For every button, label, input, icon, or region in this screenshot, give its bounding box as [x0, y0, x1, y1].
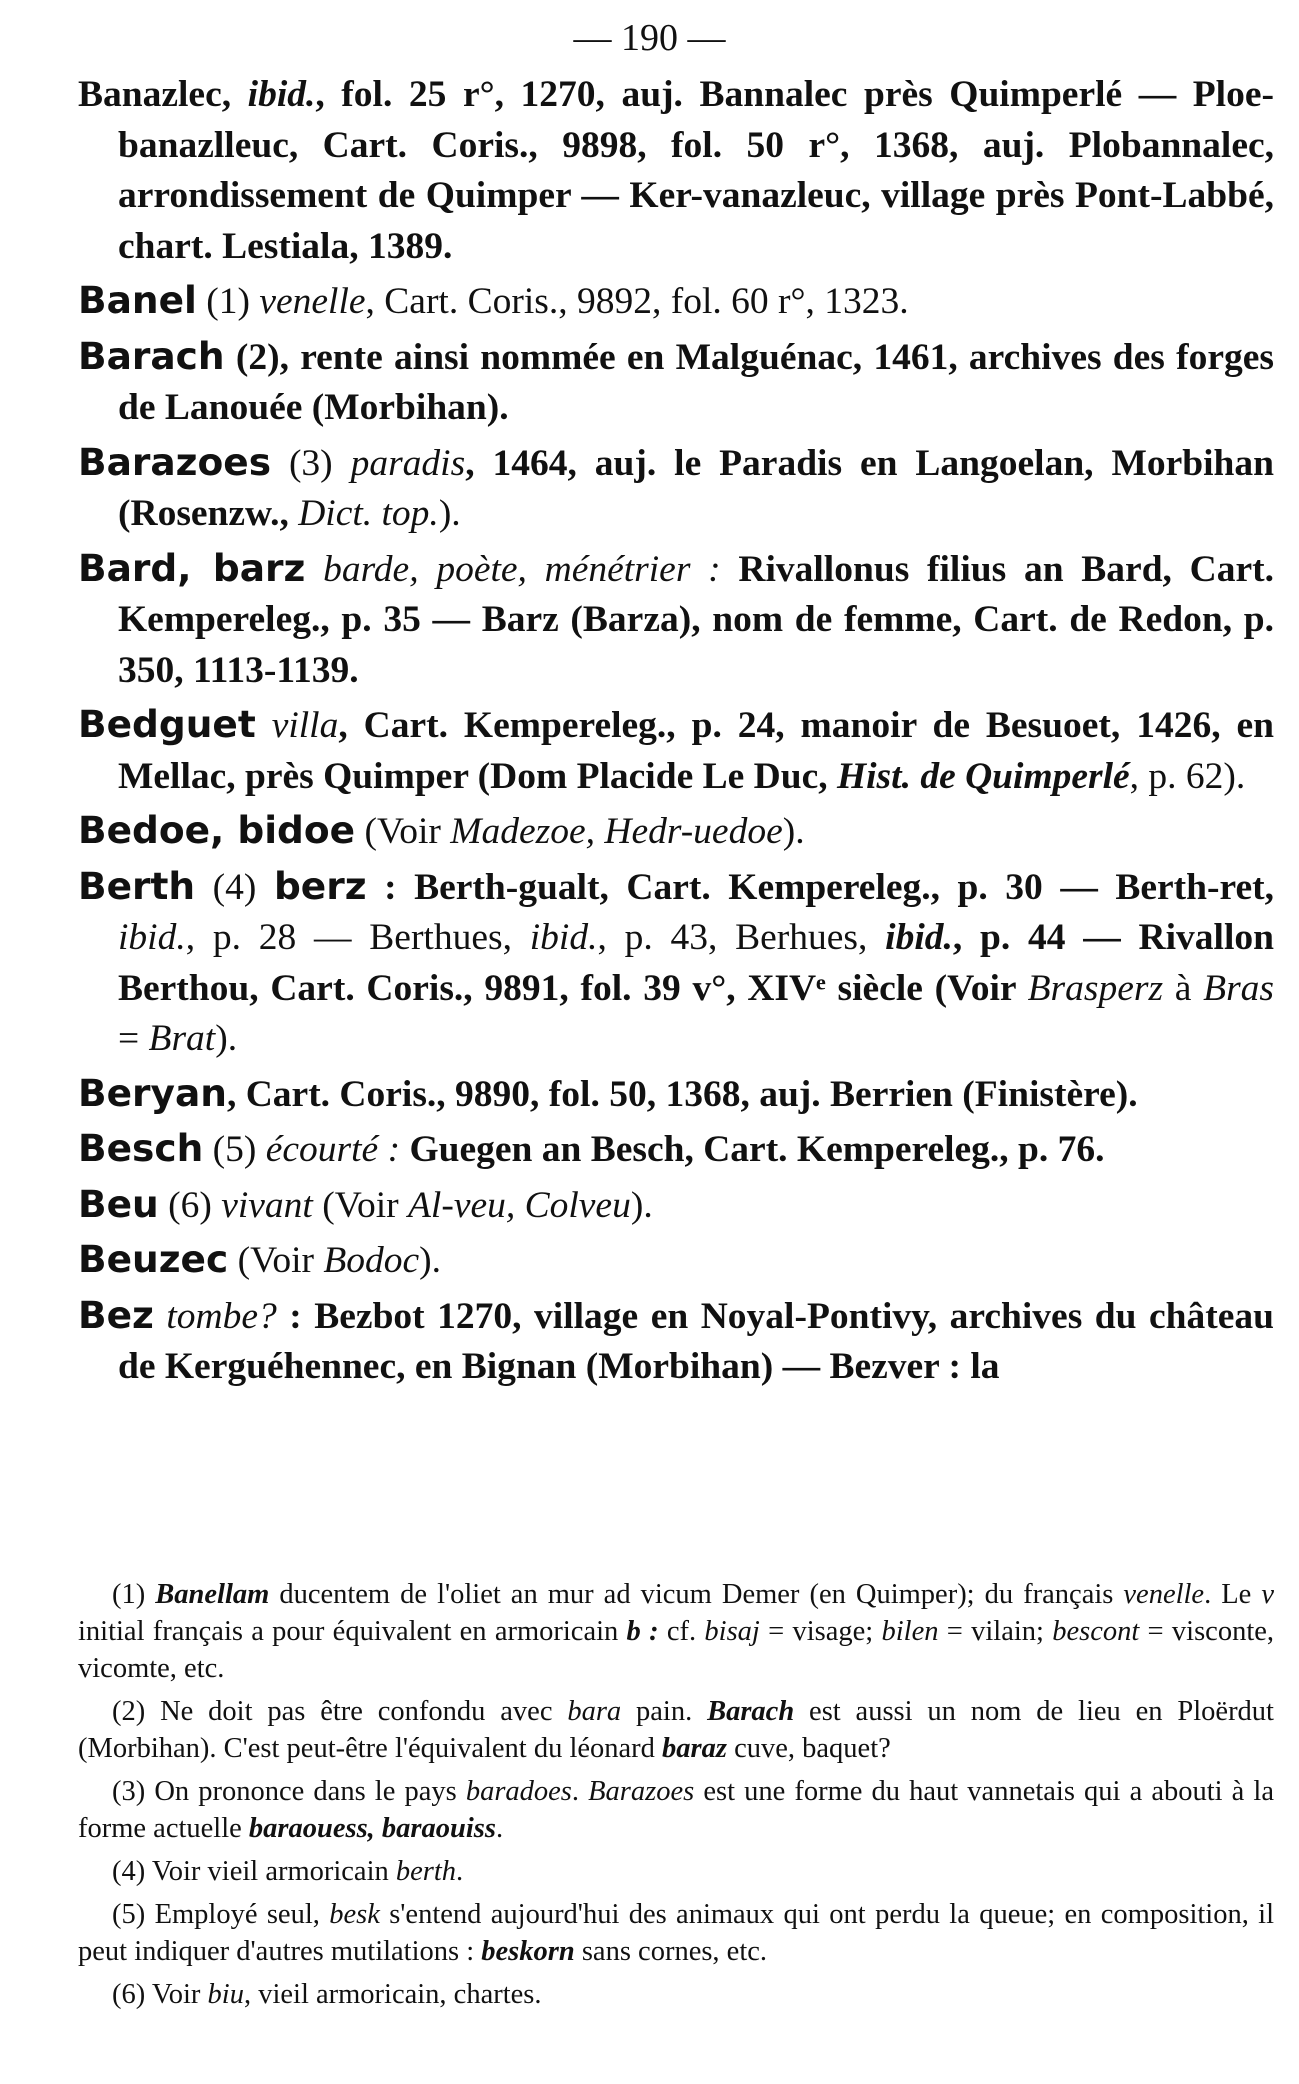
- text-segment: b :: [626, 1616, 659, 1647]
- headword: Berth: [78, 863, 196, 908]
- text-segment: pain.: [621, 1696, 708, 1727]
- text-segment: cuve, baquet?: [726, 1733, 891, 1764]
- text-segment: ibid.: [529, 917, 598, 958]
- text-segment: ibid.: [247, 74, 316, 115]
- text-segment: ducentem de l'oliet an mur ad vicum Demer (en Quimper); du français: [269, 1579, 1124, 1610]
- text-segment: Brasperz: [1027, 967, 1164, 1009]
- text-segment: ibid.: [118, 917, 186, 958]
- text-segment: ).: [215, 1018, 238, 1059]
- text-segment: , p. 44 — Rivallon Berthou, Cart. Coris., 9891, fol. 39 v°, XIVᵉ siècle (Voir: [118, 917, 1274, 1009]
- text-segment: bescont: [1052, 1616, 1140, 1647]
- text-segment: ).: [419, 1240, 442, 1281]
- text-segment: Rivallonus filius an Bard, Cart. Kempereleg., p. 35 — Barz (Barza), nom de femme, Cart. de Redon, p. 350, 1113-1139.: [118, 548, 1275, 691]
- headword: Bedoe, bidoe: [78, 808, 356, 852]
- text-segment: bisaj: [704, 1616, 760, 1647]
- text-segment: .: [456, 1856, 464, 1887]
- text-segment: venelle: [259, 281, 366, 322]
- headword: Bard, barz: [78, 545, 306, 590]
- text-segment: = visconte, vicomte, etc.: [78, 1616, 1275, 1684]
- headword: Beuzec: [78, 1237, 229, 1281]
- text-segment: initial français a pour équivalent en armoricain: [78, 1616, 627, 1647]
- headword: Bez: [78, 1292, 154, 1337]
- text-segment: paradis: [350, 442, 466, 484]
- headword: Beu: [78, 1181, 159, 1226]
- text-segment: .: [571, 1776, 589, 1807]
- text-segment: besk: [329, 1899, 380, 1930]
- text-segment: (Voir: [355, 811, 451, 852]
- text-segment: (3) On prononce dans le pays: [112, 1776, 466, 1807]
- text-segment: (1): [112, 1579, 156, 1610]
- text-segment: , vieil armoricain, chartes.: [243, 1979, 542, 2010]
- text-segment: , 1464, auj. le Paradis en Langoelan, Morbihan (Rosenzw.,: [118, 442, 1274, 534]
- headword: Beryan: [78, 1070, 227, 1115]
- text-segment: = vilain;: [938, 1616, 1053, 1647]
- footnote: [78, 1896, 1274, 1970]
- text-segment: Brat: [148, 1018, 216, 1059]
- text-segment: ).: [438, 493, 461, 534]
- text-segment: tombe?: [166, 1295, 277, 1337]
- dictionary-entry: [78, 861, 1274, 1065]
- text-segment: baraouess, baraouiss: [248, 1813, 496, 1844]
- text-segment: : Berth-gualt, Cart. Kempereleg., p. 30 — Berth-ret,: [366, 866, 1274, 908]
- text-segment: . Le: [1204, 1579, 1262, 1610]
- text-segment: villa: [271, 705, 339, 746]
- text-segment: , p. 62).: [1129, 755, 1246, 797]
- text-segment: à: [1163, 967, 1204, 1009]
- text-segment: beskorn: [481, 1936, 575, 1967]
- text-segment: Hist. de Quimperlé: [836, 755, 1130, 797]
- text-segment: (6) Voir: [112, 1979, 208, 2010]
- headword: berz: [273, 863, 367, 908]
- footnote: [78, 1773, 1274, 1847]
- text-segment: vivant: [221, 1184, 313, 1226]
- text-segment: : Bezbot 1270, village en Noyal-Pontivy, archives du château de Kerguéhennec, en Bignan (Morbihan) — Bezver : la: [118, 1295, 1275, 1387]
- text-segment: , p. 43, Berhues,: [597, 917, 886, 958]
- text-segment: Barach: [707, 1696, 795, 1727]
- text-segment: (5): [203, 1129, 266, 1170]
- text-segment: , Cart. Coris., 9890, fol. 50, 1368, auj. Berrien (Finistère).: [226, 1073, 1138, 1115]
- dictionary-entry: [78, 699, 1274, 802]
- headword: Banel: [78, 278, 197, 322]
- dictionary-entry: [78, 805, 1274, 858]
- dictionary-entry: [78, 331, 1274, 434]
- dictionary-entry: [78, 70, 1274, 272]
- footnote: [78, 1693, 1274, 1767]
- text-segment: Madezoe, Hedr-uedoe: [450, 811, 783, 852]
- dictionary-entry: [78, 1290, 1274, 1393]
- text-segment: Bodoc: [323, 1240, 420, 1281]
- text-segment: , Cart. Kempereleg., p. 24, manoir de Besuoet, 1426, en Mellac, près Quimper (Dom Placide Le Duc,: [118, 705, 1275, 797]
- text-segment: Guegen an Besch, Cart. Kempereleg., p. 76.: [400, 1129, 1105, 1170]
- text-segment: Al-veu, Colveu: [408, 1184, 631, 1226]
- text-segment: (5) Employé seul,: [112, 1899, 330, 1930]
- text-segment: Dict. top.: [298, 493, 439, 534]
- text-segment: Bras: [1203, 967, 1274, 1009]
- dictionary-entry: [78, 1068, 1274, 1121]
- dictionary-entry: [78, 275, 1274, 328]
- dictionary-entry: [78, 1179, 1274, 1232]
- text-segment: est aussi un nom de lieu en Ploërdut (Morbihan). C'est peut-être l'équivalent du léonard: [78, 1696, 1274, 1764]
- text-segment: =: [118, 1018, 149, 1059]
- text-segment: biu: [207, 1979, 244, 2010]
- text-segment: bilen: [881, 1616, 939, 1647]
- text-segment: ).: [782, 811, 805, 852]
- text-segment: , Cart. Coris., 9892, fol. 60 r°, 1323.: [365, 281, 909, 322]
- dictionary-entry: [78, 1123, 1274, 1176]
- text-segment: écourté :: [265, 1129, 401, 1170]
- footnotes: [78, 1576, 1274, 2019]
- text-segment: (4): [195, 866, 274, 908]
- text-segment: venelle: [1123, 1579, 1205, 1610]
- text-segment: Banellam: [155, 1579, 270, 1610]
- text-segment: ibid.: [885, 917, 953, 958]
- text-segment: [305, 549, 323, 590]
- page-number: — 190 —: [573, 17, 726, 59]
- text-segment: ).: [630, 1184, 653, 1226]
- text-segment: Banazlec,: [78, 74, 248, 115]
- text-segment: v: [1261, 1579, 1274, 1610]
- text-segment: (2) Ne doit pas être confondu avec: [112, 1696, 568, 1727]
- text-segment: [256, 705, 272, 746]
- footnote: [78, 1576, 1274, 1687]
- text-segment: , fol. 25 r°, 1270, auj. Bannalec près Quimperlé — Ploe-banazlleuc, Cart. Coris., 9898, fol. 50 r°, 1368, auj. Plobannalec, arrondissement de Quimper — Ker-vanazleuc, village près Pont-Labbé, chart. Lestiala, 1389.: [118, 74, 1274, 267]
- text-segment: barde, poète, ménétrier :: [323, 548, 721, 590]
- footnote: [78, 1976, 1274, 2013]
- text-segment: (Voir: [312, 1184, 408, 1226]
- headword: Besch: [78, 1126, 204, 1170]
- dictionary-entries: [78, 70, 1274, 1396]
- text-segment: (2), rente ainsi nommée en Malguénac, 1461, archives des forges de Lanouée (Morbihan).: [118, 336, 1274, 428]
- headword: Bedguet: [78, 702, 256, 746]
- text-segment: (1): [196, 281, 260, 322]
- text-segment: Barazoes: [588, 1776, 695, 1807]
- text-segment: berth: [395, 1856, 457, 1887]
- text-segment: , p. 28 — Berthues,: [185, 917, 530, 958]
- text-segment: [154, 1296, 167, 1337]
- text-segment: (Voir: [228, 1240, 324, 1281]
- text-segment: baradoes: [465, 1776, 572, 1807]
- headword: Barazoes: [78, 439, 272, 484]
- text-segment: est une forme du haut vannetais qui a abouti à la forme actuelle: [78, 1776, 1275, 1844]
- text-segment: (4) Voir vieil armoricain: [112, 1856, 396, 1887]
- dictionary-entry: [78, 543, 1274, 697]
- text-segment: .: [495, 1813, 504, 1844]
- text-segment: baraz: [662, 1733, 727, 1764]
- text-segment: = visage;: [759, 1616, 882, 1647]
- footnote: [78, 1853, 1274, 1890]
- text-segment: (3): [271, 442, 351, 484]
- dictionary-entry: [78, 1234, 1274, 1287]
- text-segment: cf.: [658, 1616, 705, 1647]
- text-segment: s'entend aujourd'hui des animaux qui ont perdu la queue; en composition, il peut indiquer d'autres mutilations :: [78, 1899, 1275, 1967]
- text-segment: (6): [158, 1184, 222, 1226]
- dictionary-entry: [78, 437, 1274, 540]
- headword: Barach: [78, 333, 225, 378]
- text-segment: bara: [567, 1696, 622, 1727]
- text-segment: sans cornes, etc.: [574, 1936, 768, 1967]
